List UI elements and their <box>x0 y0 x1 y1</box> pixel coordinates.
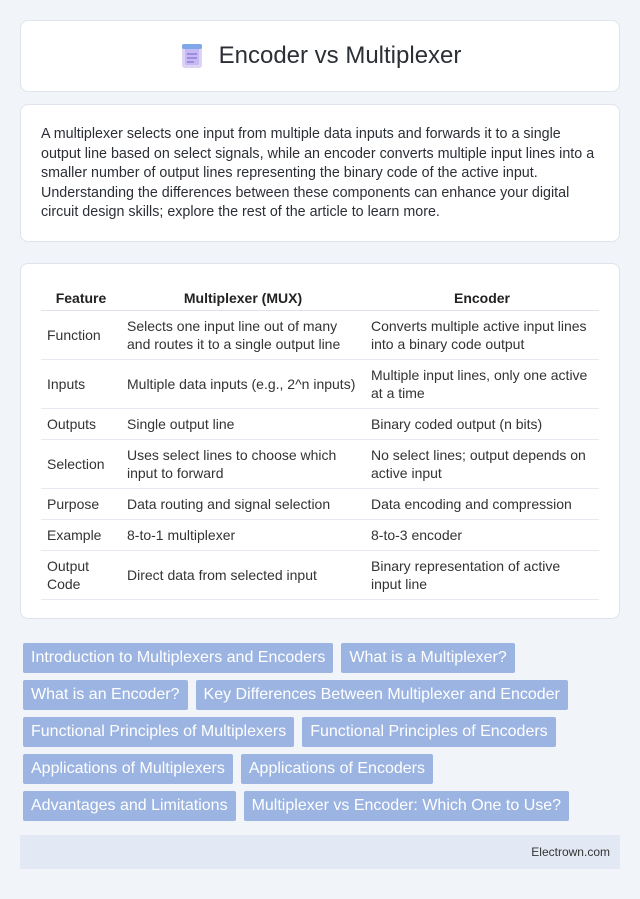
intro-card <box>20 104 620 242</box>
link-row <box>23 717 623 747</box>
link-what-is-encoder[interactable]: What is an Encoder? <box>23 680 188 710</box>
link-intro-mux-encoders[interactable]: Introduction to Multiplexers and Encoders <box>23 643 333 673</box>
table-row <box>41 359 599 408</box>
table-cell: 8-to-1 multiplexer <box>121 519 365 550</box>
table-cell: Example <box>41 519 121 550</box>
table-cell: Multiple data inputs (e.g., 2^n inputs) <box>121 359 365 408</box>
table-cell: Binary representation of active input line <box>365 550 599 599</box>
footer <box>20 835 620 869</box>
title-card <box>20 20 620 92</box>
table-cell: Single output line <box>121 408 365 439</box>
link-row <box>23 791 623 821</box>
header-encoder: Encoder <box>365 284 599 310</box>
table-cell: Data encoding and compression <box>365 488 599 519</box>
header-feature: Feature <box>41 284 121 310</box>
link-applications-multiplexers[interactable]: Applications of Multiplexers <box>23 754 233 784</box>
table-cell: Output Code <box>41 550 121 599</box>
table-cell: Selection <box>41 439 121 488</box>
table-cell: 8-to-3 encoder <box>365 519 599 550</box>
header-multiplexer: Multiplexer (MUX) <box>121 284 365 310</box>
table-cell: Outputs <box>41 408 121 439</box>
link-principles-multiplexers[interactable]: Functional Principles of Multiplexers <box>23 717 294 747</box>
page-title: Encoder vs Multiplexer <box>218 42 462 69</box>
table-cell: Data routing and signal selection <box>121 488 365 519</box>
table-cell: Converts multiple active input lines into a binary code output <box>365 310 599 359</box>
table-header-row <box>41 284 599 310</box>
table-cell: Binary coded output (n bits) <box>365 408 599 439</box>
table-cell: Multiple input lines, only one active at a time <box>365 359 599 408</box>
link-advantages-limitations[interactable]: Advantages and Limitations <box>23 791 236 821</box>
footer-brand[interactable]: Electrown.com <box>531 845 610 859</box>
link-row <box>23 643 623 673</box>
intro-text: A multiplexer selects one input from multiple data inputs and forwards it to a single output line based on select signals, while an encoder converts multiple input lines into a smaller number of output lines representing the binary code of the active input. Understanding the differences between these components can enhance your digital circuit design skills; explore the rest of the article to learn more. <box>41 126 595 220</box>
related-links <box>23 643 623 828</box>
table-cell: No select lines; output depends on active input <box>365 439 599 488</box>
table-cell: Function <box>41 310 121 359</box>
link-row <box>23 680 623 710</box>
table-cell: Purpose <box>41 488 121 519</box>
table-row <box>41 488 599 519</box>
link-principles-encoders[interactable]: Functional Principles of Encoders <box>302 717 555 747</box>
table-cell: Uses select lines to choose which input to forward <box>121 439 365 488</box>
link-key-differences[interactable]: Key Differences Between Multiplexer and Encoder <box>196 680 568 710</box>
link-which-one-to-use[interactable]: Multiplexer vs Encoder: Which One to Use? <box>244 791 569 821</box>
link-applications-encoders[interactable]: Applications of Encoders <box>241 754 433 784</box>
link-row <box>23 754 623 784</box>
table-row <box>41 408 599 439</box>
table-cell: Direct data from selected input <box>121 550 365 599</box>
table-row <box>41 550 599 599</box>
document-icon <box>179 42 205 70</box>
table-cell: Selects one input line out of many and routes it to a single output line <box>121 310 365 359</box>
comparison-table-card <box>20 263 620 619</box>
comparison-table <box>41 284 599 600</box>
link-what-is-multiplexer[interactable]: What is a Multiplexer? <box>341 643 514 673</box>
table-row <box>41 310 599 359</box>
table-row <box>41 439 599 488</box>
table-row <box>41 519 599 550</box>
table-cell: Inputs <box>41 359 121 408</box>
